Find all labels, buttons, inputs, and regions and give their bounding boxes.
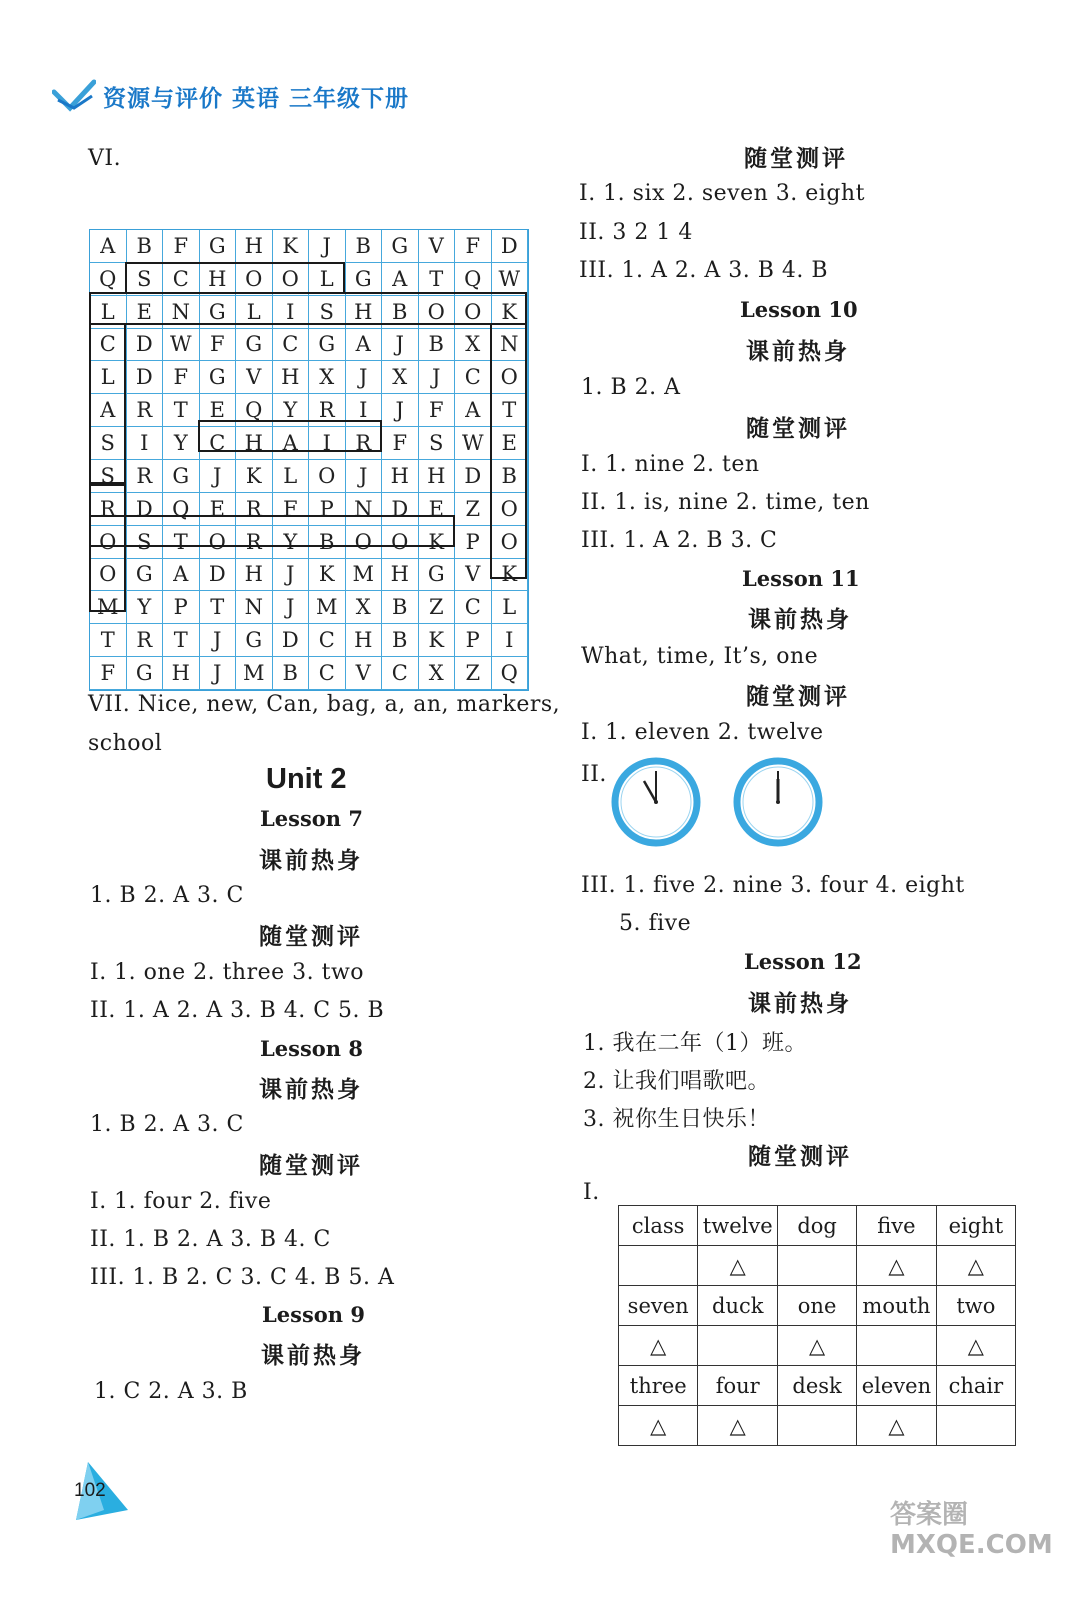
grid-cell: J	[346, 361, 383, 394]
grid-cell: E	[419, 493, 456, 526]
grid-cell: J	[200, 624, 237, 657]
grid-cell: N	[346, 493, 383, 526]
grid-cell: G	[346, 263, 383, 296]
grid-cell: O	[455, 296, 492, 329]
grid-cell: D	[455, 460, 492, 493]
table-cell	[778, 1246, 857, 1286]
grid-cell: C	[163, 263, 200, 296]
grid-cell: X	[382, 361, 419, 394]
grid-cell: W	[163, 329, 200, 362]
grid-cell: B	[346, 230, 383, 263]
grid-cell: A	[273, 427, 310, 460]
word-box-notebook	[490, 323, 527, 579]
grid-cell: J	[309, 230, 346, 263]
grid-cell: G	[419, 559, 456, 592]
grid-cell: J	[382, 394, 419, 427]
lesson11-title: Lesson 11	[742, 566, 860, 591]
grid-cell: X	[309, 361, 346, 394]
grid-cell: C	[200, 427, 237, 460]
grid-cell: M	[90, 591, 127, 624]
grid-cell: O	[492, 493, 529, 526]
lesson11-test-i: I. 1. eleven 2. twelve	[581, 720, 824, 745]
lesson9-warmup-answers: 1. C 2. A 3. B	[94, 1379, 248, 1404]
grid-cell: C	[90, 329, 127, 362]
section-vii-line1: VII. Nice, new, Can, bag, a, an, markers,	[88, 692, 561, 717]
grid-cell: D	[127, 493, 164, 526]
grid-cell: R	[309, 394, 346, 427]
grid-cell: P	[163, 591, 200, 624]
grid-cell: R	[127, 624, 164, 657]
grid-cell: T	[90, 624, 127, 657]
grid-cell: H	[419, 460, 456, 493]
grid-cell: Z	[455, 657, 492, 690]
grid-cell: V	[346, 657, 383, 690]
grid-cell: K	[309, 559, 346, 592]
table-cell: eight	[936, 1206, 1015, 1246]
lesson10-warmup-answers: 1. B 2. A	[581, 375, 681, 400]
grid-cell: E	[200, 394, 237, 427]
grid-cell: T	[163, 526, 200, 559]
grid-cell: H	[346, 624, 383, 657]
lesson11-test-ii-label: II.	[581, 762, 607, 787]
grid-cell: N	[492, 329, 529, 362]
lesson9-warmup-heading: 课前热身	[261, 1343, 365, 1369]
lesson8-warmup-heading: 课前热身	[259, 1077, 363, 1103]
table-cell: four	[698, 1366, 778, 1406]
table-row	[619, 1246, 1016, 1286]
grid-cell: B	[309, 526, 346, 559]
grid-cell: J	[273, 559, 310, 592]
lesson10-test-heading: 随堂测评	[746, 416, 850, 442]
grid-cell: R	[236, 526, 273, 559]
grid-cell: T	[492, 394, 529, 427]
lesson10-test-ii: II. 1. is, nine 2. time, ten	[581, 490, 870, 515]
lesson9-test-ii: II. 3 2 1 4	[579, 220, 693, 245]
lesson9-test-heading: 随堂测评	[744, 146, 848, 172]
grid-cell: H	[163, 657, 200, 690]
grid-cell: P	[455, 526, 492, 559]
grid-cell: M	[309, 591, 346, 624]
lesson12-warmup-1: 1. 我在二年（1）班。	[583, 1031, 807, 1056]
grid-cell: S	[127, 526, 164, 559]
grid-cell: G	[309, 329, 346, 362]
lesson11-warmup-answers: What, time, It’s, one	[581, 644, 819, 669]
lesson12-warmup-heading: 课前热身	[748, 991, 852, 1017]
grid-cell: S	[127, 263, 164, 296]
grid-cell: O	[273, 263, 310, 296]
grid-cell: T	[163, 624, 200, 657]
table-cell: duck	[698, 1286, 778, 1326]
grid-cell: Z	[455, 493, 492, 526]
table-row	[619, 1326, 1016, 1366]
grid-cell: A	[455, 394, 492, 427]
table-cell: △	[936, 1246, 1015, 1286]
grid-cell: O	[90, 559, 127, 592]
grid-cell: O	[236, 263, 273, 296]
word-box-english-book	[89, 292, 527, 325]
lesson8-test-ii: II. 1. B 2. A 3. B 4. C	[90, 1227, 331, 1252]
grid-cell: I	[309, 427, 346, 460]
grid-cell: Z	[419, 591, 456, 624]
table-cell: chair	[936, 1366, 1015, 1406]
grid-cell: H	[346, 296, 383, 329]
grid-cell: L	[90, 361, 127, 394]
table-cell: △	[857, 1406, 937, 1446]
lesson8-test-iii: III. 1. B 2. C 3. C 4. B 5. A	[90, 1265, 395, 1290]
grid-cell: F	[90, 657, 127, 690]
watermark: 答案圈 MXQE.COM	[890, 1500, 1053, 1560]
grid-cell: P	[309, 493, 346, 526]
lesson7-test-ii: II. 1. A 2. A 3. B 4. C 5. B	[90, 998, 385, 1023]
grid-cell: D	[127, 329, 164, 362]
table-cell	[857, 1326, 937, 1366]
grid-cell: O	[492, 361, 529, 394]
grid-cell: S	[90, 460, 127, 493]
grid-cell: J	[382, 329, 419, 362]
grid-cell: K	[492, 296, 529, 329]
section-vi-label: VI.	[88, 146, 122, 171]
grid-cell: B	[127, 230, 164, 263]
grid-cell: L	[309, 263, 346, 296]
grid-cell: H	[382, 460, 419, 493]
lesson10-test-iii: III. 1. A 2. B 3. C	[581, 528, 778, 553]
grid-cell: H	[236, 559, 273, 592]
table-cell: three	[619, 1366, 698, 1406]
table-cell	[936, 1406, 1015, 1446]
grid-cell: H	[236, 230, 273, 263]
grid-cell: J	[273, 591, 310, 624]
grid-cell: B	[382, 296, 419, 329]
grid-cell: T	[419, 263, 456, 296]
grid-cell: F	[419, 394, 456, 427]
grid-cell: H	[236, 427, 273, 460]
lesson12-title: Lesson 12	[744, 949, 862, 974]
grid-cell: H	[382, 559, 419, 592]
grid-cell: D	[273, 624, 310, 657]
table-cell: seven	[619, 1286, 698, 1326]
grid-cell: L	[492, 591, 529, 624]
clock-twelve-icon	[733, 757, 823, 847]
grid-cell: X	[419, 657, 456, 690]
section-vii-line2: school	[88, 731, 163, 756]
grid-cell: I	[273, 296, 310, 329]
table-cell: five	[857, 1206, 937, 1246]
grid-cell: N	[236, 591, 273, 624]
table-cell: class	[619, 1206, 698, 1246]
grid-cell: H	[200, 263, 237, 296]
word-box-room	[89, 484, 126, 612]
table-cell: △	[857, 1246, 937, 1286]
table-cell: △	[698, 1246, 778, 1286]
grid-cell: F	[273, 493, 310, 526]
grid-cell: M	[346, 559, 383, 592]
grid-cell: F	[382, 427, 419, 460]
lesson8-warmup-answers: 1. B 2. A 3. C	[90, 1112, 244, 1137]
table-cell: desk	[778, 1366, 857, 1406]
grid-cell: O	[90, 526, 127, 559]
grid-cell: P	[455, 624, 492, 657]
grid-cell: B	[382, 624, 419, 657]
grid-cell: T	[163, 394, 200, 427]
word-box-class	[89, 323, 126, 484]
table-cell	[619, 1246, 698, 1286]
table-cell	[698, 1326, 778, 1366]
grid-cell: F	[200, 329, 237, 362]
grid-cell: E	[200, 493, 237, 526]
grid-cell: G	[200, 230, 237, 263]
grid-cell: Q	[90, 263, 127, 296]
header-title: 资源与评价 英语 三年级下册	[103, 86, 410, 112]
grid-cell: Q	[492, 657, 529, 690]
grid-cell: A	[90, 230, 127, 263]
grid-cell: Y	[163, 427, 200, 460]
grid-cell: V	[455, 559, 492, 592]
grid-cell: Q	[236, 394, 273, 427]
table-row	[619, 1366, 1016, 1406]
lesson10-title: Lesson 10	[740, 297, 858, 322]
grid-cell: S	[90, 427, 127, 460]
unit-title: Unit 2	[266, 763, 347, 795]
grid-cell: F	[163, 230, 200, 263]
grid-cell: G	[200, 296, 237, 329]
word-box-chair	[198, 420, 382, 452]
grid-cell: V	[236, 361, 273, 394]
grid-cell: L	[90, 296, 127, 329]
grid-cell: G	[163, 460, 200, 493]
table-cell: mouth	[857, 1286, 937, 1326]
grid-cell: R	[127, 394, 164, 427]
lesson7-test-i: I. 1. one 2. three 3. two	[90, 960, 365, 985]
lesson12-test-i-label: I.	[583, 1180, 600, 1205]
lesson11-test-iii: III. 1. five 2. nine 3. four 4. eight	[581, 873, 965, 898]
lesson11-test-heading: 随堂测评	[746, 684, 850, 710]
table-cell: △	[698, 1406, 778, 1446]
grid-cell: R	[90, 493, 127, 526]
table-row	[619, 1286, 1016, 1326]
lesson9-test-i: I. 1. six 2. seven 3. eight	[579, 181, 865, 206]
grid-cell: C	[309, 657, 346, 690]
grid-cell: X	[346, 591, 383, 624]
grid-cell: W	[455, 427, 492, 460]
grid-cell: A	[163, 559, 200, 592]
lesson12-answer-table	[618, 1205, 1016, 1446]
table-cell: eleven	[857, 1366, 937, 1406]
grid-cell: L	[236, 296, 273, 329]
grid-cell: X	[455, 329, 492, 362]
grid-cell: D	[127, 361, 164, 394]
grid-cell: M	[236, 657, 273, 690]
grid-cell: G	[236, 624, 273, 657]
grid-cell: G	[382, 230, 419, 263]
grid-cell: O	[346, 526, 383, 559]
grid-cell: A	[90, 394, 127, 427]
grid-cell: Y	[273, 526, 310, 559]
lesson7-warmup-heading: 课前热身	[259, 848, 363, 874]
grid-cell: O	[309, 460, 346, 493]
grid-cell: O	[492, 526, 529, 559]
lesson9-title: Lesson 9	[262, 1302, 365, 1327]
grid-cell: C	[455, 591, 492, 624]
grid-cell: K	[236, 460, 273, 493]
grid-cell: V	[419, 230, 456, 263]
grid-cell: S	[309, 296, 346, 329]
grid-cell: T	[200, 591, 237, 624]
table-cell	[778, 1406, 857, 1446]
lesson10-test-i: I. 1. nine 2. ten	[581, 452, 760, 477]
table-cell: △	[778, 1326, 857, 1366]
grid-cell: J	[419, 361, 456, 394]
grid-cell: K	[273, 230, 310, 263]
grid-cell: E	[492, 427, 529, 460]
grid-cell: K	[492, 559, 529, 592]
lesson10-warmup-heading: 课前热身	[746, 339, 850, 365]
grid-cell: I	[492, 624, 529, 657]
grid-cell: E	[127, 296, 164, 329]
grid-cell: G	[127, 559, 164, 592]
lesson11-test-iii-cont: 5. five	[619, 911, 692, 936]
lesson8-title: Lesson 8	[260, 1036, 363, 1061]
lesson8-test-i: I. 1. four 2. five	[90, 1189, 272, 1214]
grid-cell: D	[382, 493, 419, 526]
grid-cell: C	[273, 329, 310, 362]
grid-cell: G	[200, 361, 237, 394]
header-logo-icon	[52, 78, 96, 116]
grid-cell: B	[492, 460, 529, 493]
lesson12-warmup-2: 2. 让我们唱歌吧。	[583, 1069, 770, 1094]
grid-cell: W	[492, 263, 529, 296]
grid-cell: R	[127, 460, 164, 493]
clock-eleven-icon	[611, 757, 701, 847]
grid-cell: Q	[455, 263, 492, 296]
grid-cell: D	[492, 230, 529, 263]
grid-cell: G	[127, 657, 164, 690]
grid-cell: O	[419, 296, 456, 329]
grid-cell: R	[346, 427, 383, 460]
grid-cell: O	[382, 526, 419, 559]
grid-cell: K	[419, 624, 456, 657]
lesson7-warmup-answers: 1. B 2. A 3. C	[90, 883, 244, 908]
grid-cell: O	[200, 526, 237, 559]
grid-cell: F	[163, 361, 200, 394]
grid-cell: H	[273, 361, 310, 394]
lesson7-test-heading: 随堂测评	[259, 924, 363, 950]
grid-cell: Y	[273, 394, 310, 427]
table-row	[619, 1206, 1016, 1246]
page-number: 102	[74, 1480, 106, 1501]
table-cell: △	[619, 1326, 698, 1366]
table-cell: two	[936, 1286, 1015, 1326]
grid-cell: F	[455, 230, 492, 263]
grid-cell: B	[382, 591, 419, 624]
grid-cell: L	[273, 460, 310, 493]
grid-cell: N	[163, 296, 200, 329]
grid-cell: C	[382, 657, 419, 690]
grid-cell: A	[382, 263, 419, 296]
table-cell: one	[778, 1286, 857, 1326]
grid-cell: G	[236, 329, 273, 362]
grid-cell: R	[236, 493, 273, 526]
lesson12-warmup-3: 3. 祝你生日快乐！	[583, 1107, 770, 1132]
grid-cell: Y	[127, 591, 164, 624]
lesson7-title: Lesson 7	[260, 806, 363, 831]
lesson12-test-heading: 随堂测评	[748, 1144, 852, 1170]
table-cell: dog	[778, 1206, 857, 1246]
grid-cell: B	[273, 657, 310, 690]
grid-cell: S	[419, 427, 456, 460]
grid-cell: C	[309, 624, 346, 657]
grid-cell: D	[200, 559, 237, 592]
table-row	[619, 1406, 1016, 1446]
table-cell: △	[936, 1326, 1015, 1366]
grid-cell: J	[346, 460, 383, 493]
grid-cell: K	[419, 526, 456, 559]
grid-cell: C	[455, 361, 492, 394]
table-cell: twelve	[698, 1206, 778, 1246]
table-cell: △	[619, 1406, 698, 1446]
lesson11-warmup-heading: 课前热身	[748, 607, 852, 633]
word-box-storybook	[89, 515, 455, 547]
word-box-school	[125, 262, 345, 294]
lesson8-test-heading: 随堂测评	[259, 1153, 363, 1179]
grid-cell: I	[127, 427, 164, 460]
grid-cell: B	[419, 329, 456, 362]
grid-cell: Q	[163, 493, 200, 526]
grid-cell: J	[200, 657, 237, 690]
grid-cell: A	[346, 329, 383, 362]
grid-cell: I	[346, 394, 383, 427]
grid-cell: J	[200, 460, 237, 493]
lesson9-test-iii: III. 1. A 2. A 3. B 4. B	[579, 258, 829, 283]
